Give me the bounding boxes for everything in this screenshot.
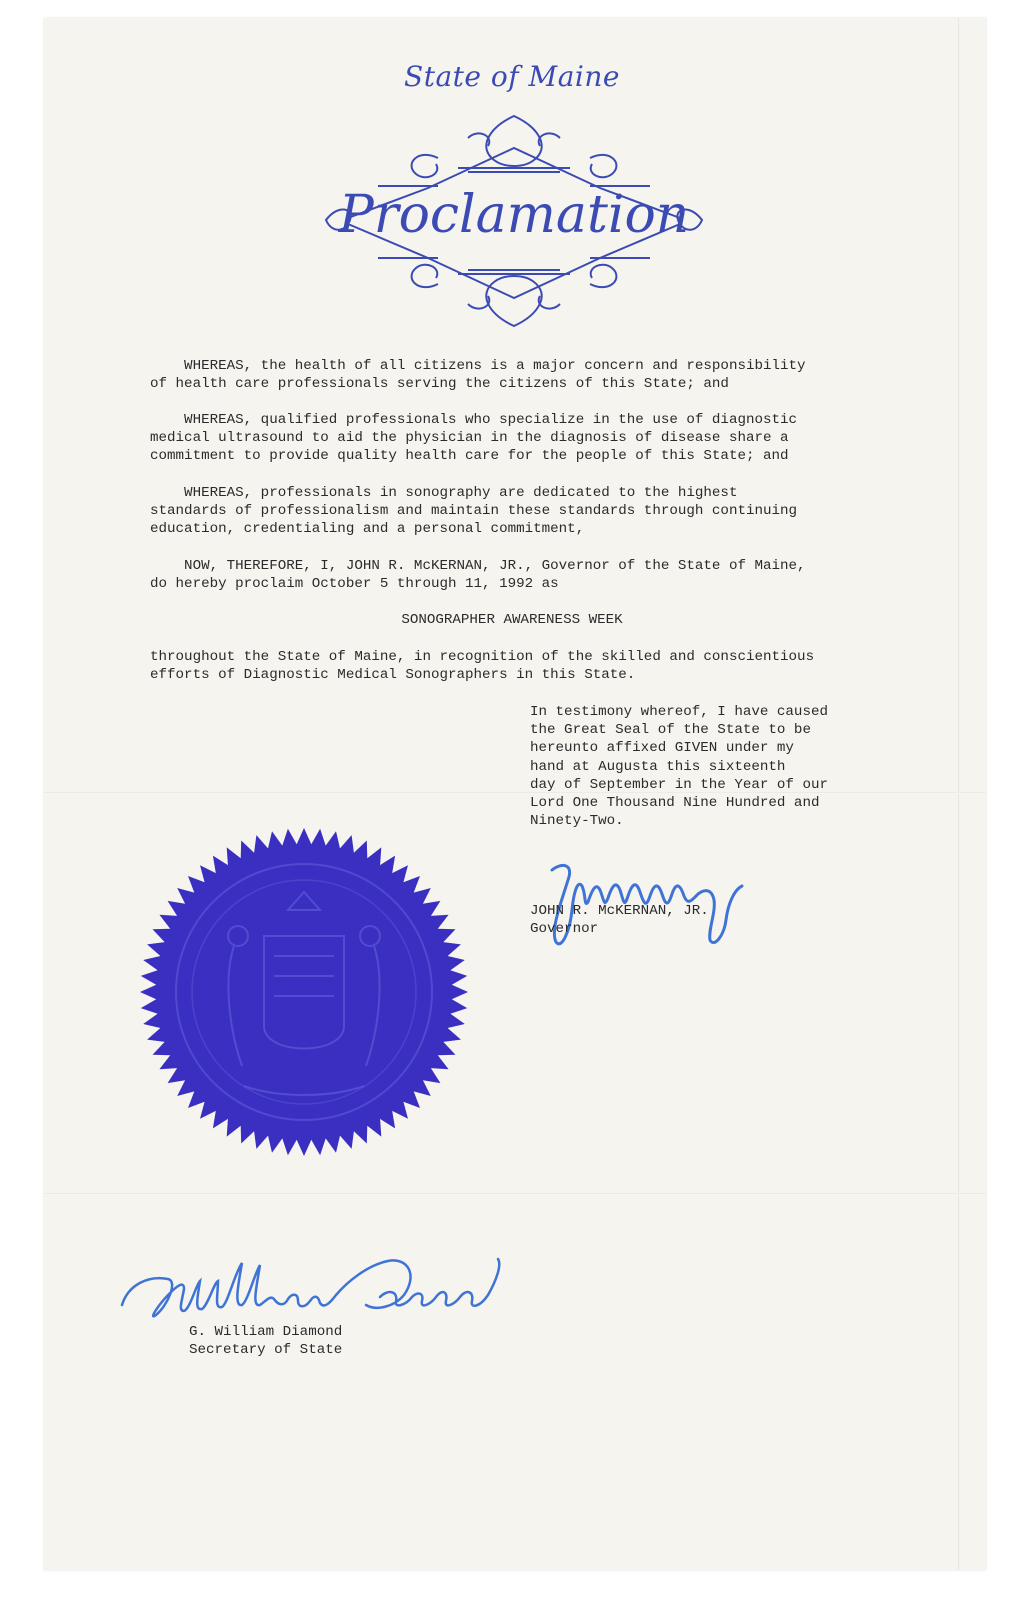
fold-line: [44, 792, 986, 794]
secretary-signature: [118, 1245, 518, 1325]
whereas-paragraph: WHEREAS, qualified professionals who specialize in the use of diagnostic medical ultrasound to aid the physician in the diagnosis of disease share a commitment to provide quality health care for the people of this State; and: [150, 412, 798, 465]
secretary-title: Secretary of State: [189, 1342, 343, 1358]
secretary-name: G. William Diamond: [189, 1324, 343, 1340]
therefore-paragraph: NOW, THEREFORE, I, JOHN R. McKERNAN, JR., Governor of the State of Maine, do hereby proclaim October 5 through 11, 1992 as: [150, 558, 806, 593]
proclaimed-week-heading: SONOGRAPHER AWARENESS WEEK: [401, 612, 623, 628]
fold-line: [958, 18, 960, 1570]
fold-line: [44, 1193, 986, 1195]
testimony-block: In testimony whereof, I have caused the Great Seal of the State to be hereunto affixed GIVEN under my hand at Augusta this sixteenth day of September in the Year of our Lord One Thousand Nine Hundred and Ninety-Two.: [530, 704, 828, 830]
closing-paragraph: throughout the State of Maine, in recognition of the skilled and conscientious efforts of Diagnostic Medical Sonographers in this State.: [150, 649, 815, 684]
whereas-paragraph: WHEREAS, the health of all citizens is a major concern and responsibility of health care professionals serving the citizens of this State; and: [150, 358, 806, 393]
proclamation-title: Proclamation: [338, 185, 690, 245]
great-seal: [138, 826, 470, 1158]
governor-name: JOHN R. McKERNAN, JR.: [530, 903, 709, 919]
state-title: State of Maine: [404, 60, 620, 93]
governor-title: Governor: [530, 921, 599, 937]
whereas-paragraph: WHEREAS, professionals in sonography are dedicated to the highest standards of professionalism and maintain these standards through continuing education, credentialing and a personal commitment,: [150, 485, 798, 538]
